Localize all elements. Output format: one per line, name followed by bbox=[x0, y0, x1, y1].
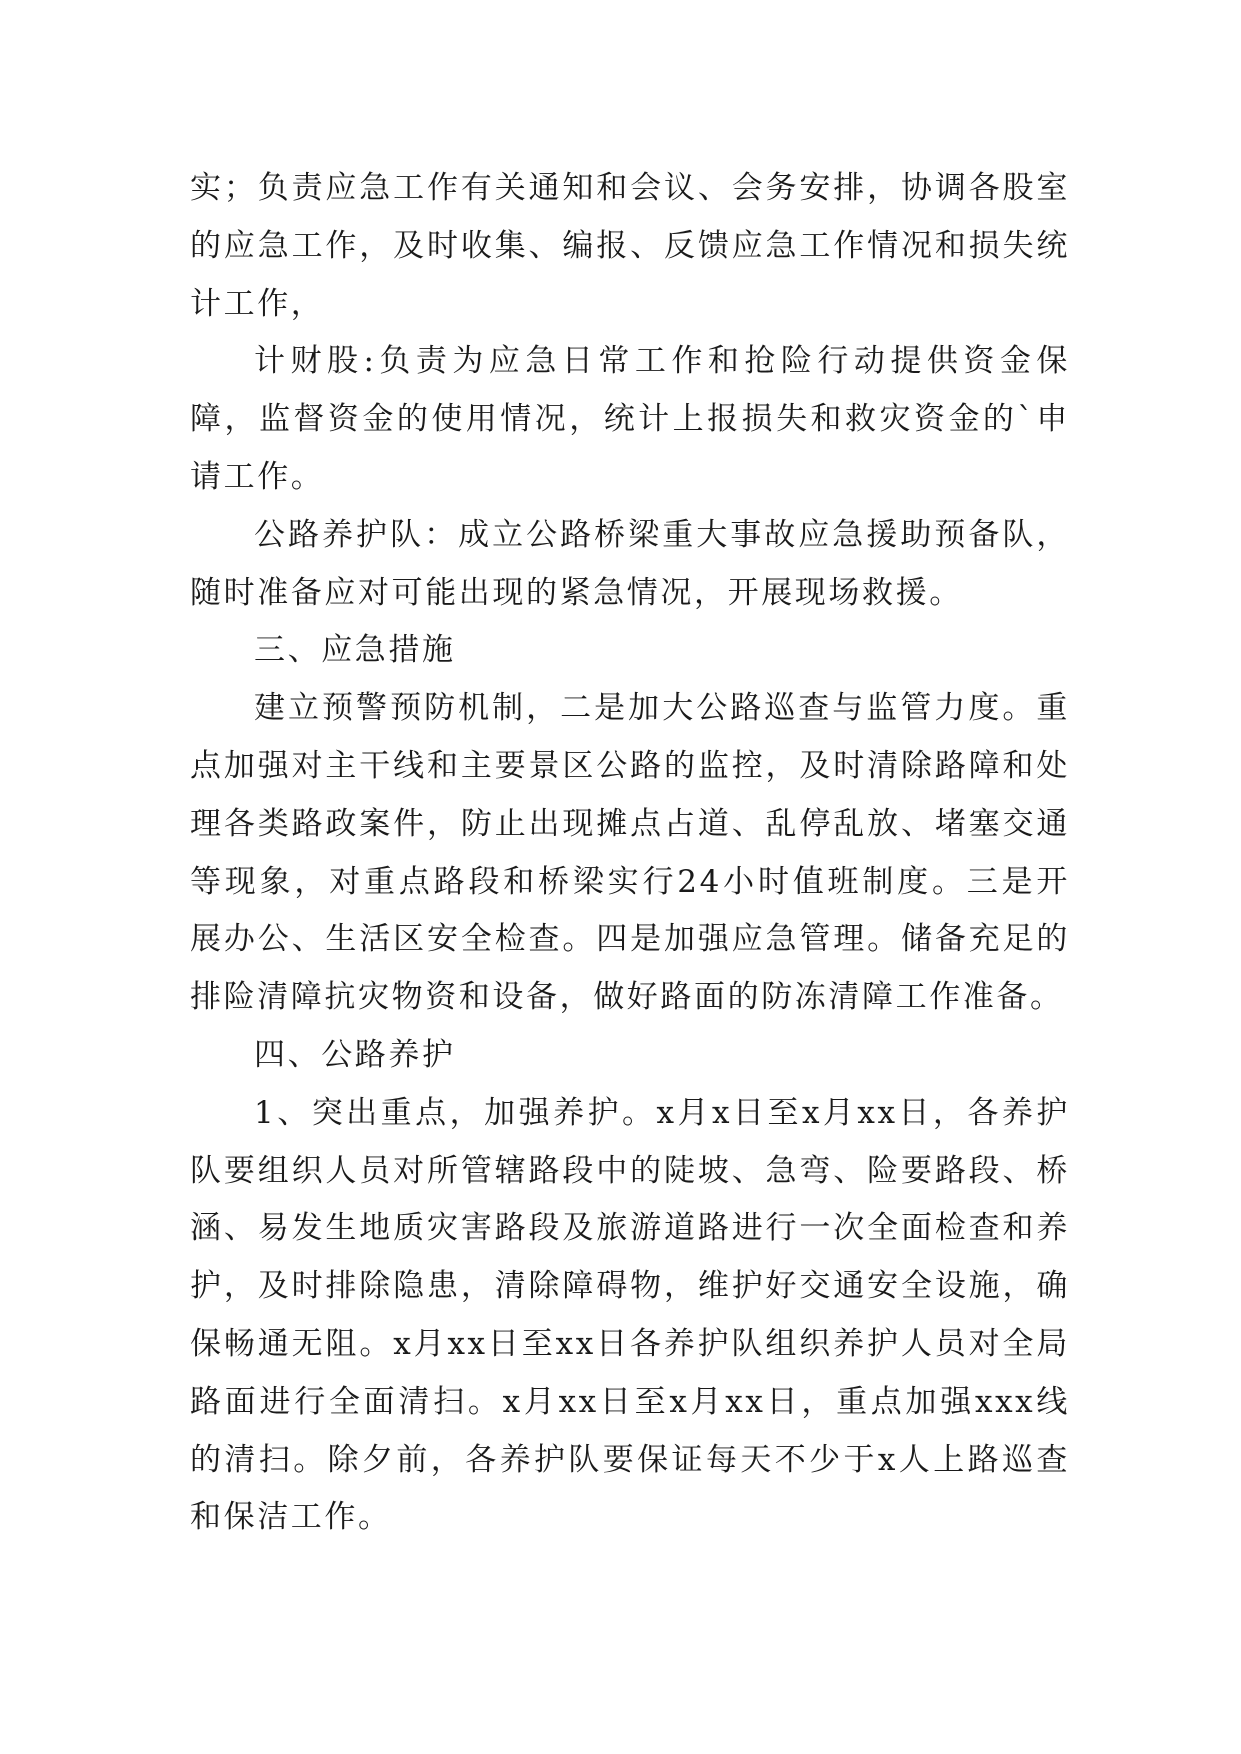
paragraph-road-maintenance-team: 公路养护队：成立公路桥梁重大事故应急援助预备队，随时准备应对可能出现的紧急情况，开展现场救援。 bbox=[190, 516, 1070, 611]
section-heading-emergency-measures: 三、应急措施 bbox=[254, 632, 456, 669]
paragraph-duties-continued: 实；负责应急工作有关通知和会议、会务安排，协调各股室的应急工作，及时收集、编报、反馈应急工作情况和损失统计工作， bbox=[190, 170, 1070, 322]
section-heading-road-maintenance: 四、公路养护 bbox=[254, 1036, 456, 1073]
paragraph-emergency-measures: 建立预警预防机制，二是加大公路巡查与监管力度。重点加强对主干线和主要景区公路的监控，及时清除路障和处理各类路政案件，防止出现摊点占道、乱停乱放、堵塞交通等现象，对重点路段和桥梁实行24小时值班制度。三是开展办公、生活区安全检查。四是加强应急管理。储备充足的排险清障抗灾物资和设备，做好路面的防冻清障工作准备。 bbox=[190, 690, 1070, 1016]
paragraph-finance-section: 计财股:负责为应急日常工作和抢险行动提供资金保障，监督资金的使用情况，统计上报损失和救灾资金的`申请工作。 bbox=[190, 343, 1070, 495]
paragraph-road-maintenance-details: 1、突出重点，加强养护。x月x日至x月xx日，各养护队要组织人员对所管辖路段中的陡坡、急弯、险要路段、桥涵、易发生地质灾害路段及旅游道路进行一次全面检查和养护，及时排除隐患，清除障碍物，维护好交通安全设施，确保畅通无阻。x月xx日至xx日各养护队组织养护人员对全局路面进行全面清扫。x月xx日至x月xx日，重点加强xxx线的清扫。除夕前，各养护队要保证每天不少于x人上路巡查和保洁工作。 bbox=[190, 1094, 1070, 1536]
document-body bbox=[190, 160, 1070, 1547]
